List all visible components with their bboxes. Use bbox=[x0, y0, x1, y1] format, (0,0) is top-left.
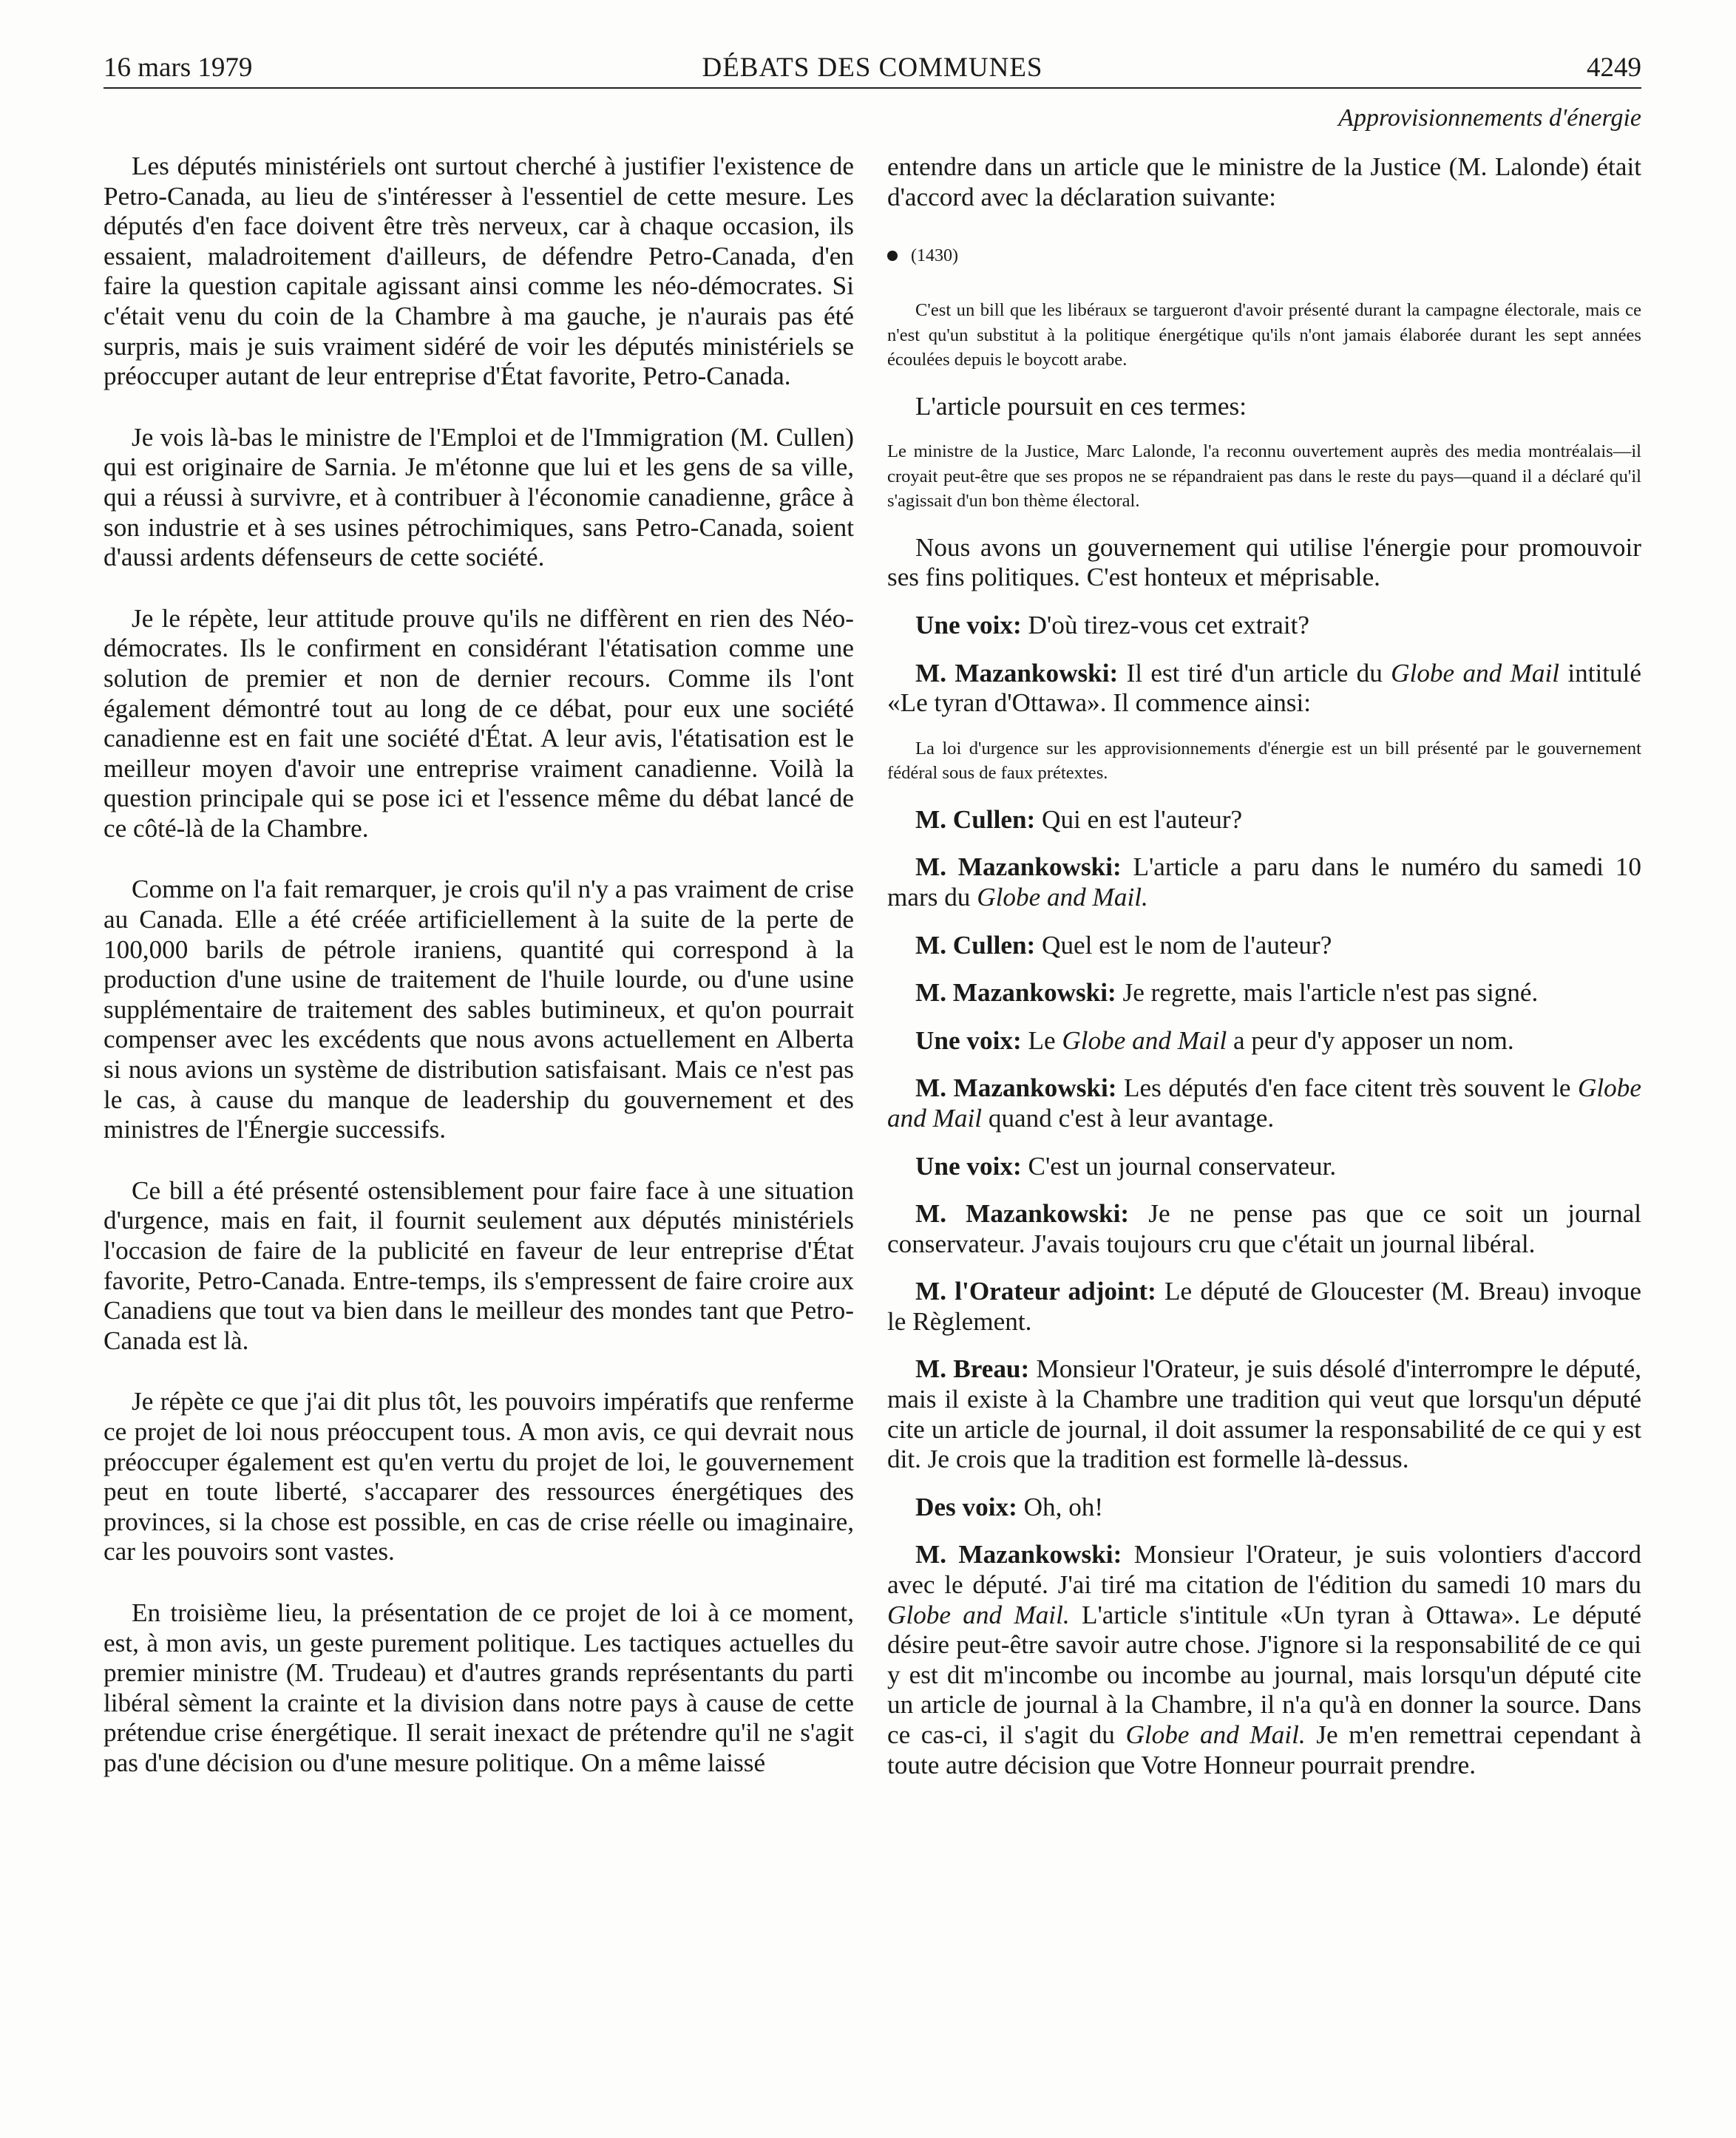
time-marker-text: (1430) bbox=[911, 246, 958, 266]
quotation: C'est un bill que les libéraux se targueront d'avoir présenté durant la campagne électorale, mais ce n'est qu'un substitut à la politique énergétique qu'ils n'ont jamais élaborée durant les sept années écoulées depuis le boycott arabe. bbox=[887, 300, 1641, 370]
left-paragraph: Ce bill a été présenté ostensiblement pour faire face à une situation d'urgence, mais en fait, il fournit seulement aux députés ministériels l'occasion de faire de la publicité en faveur de leur entreprise d'État favorite, Petro-Canada. Entre-temps, ils s'empressent de faire croire aux Canadiens que tout va bien dans le meilleur des mondes tant que Petro-Canada est là. bbox=[104, 1175, 854, 1355]
left-column bbox=[104, 152, 854, 1779]
intervention bbox=[887, 805, 1641, 835]
speaker-name: Une voix: bbox=[915, 1151, 1022, 1181]
publication-title: Globe and Mail bbox=[887, 1073, 1641, 1133]
left-paragraph: Je répète ce que j'ai dit plus tôt, les pouvoirs impératifs que renferme ce projet de loi nous préoccupent tous. A mon avis, ce qui devrait nous préoccuper également est qu'en vertu du projet de loi, le gouvernement peut en toute liberté, s'accaparer des ressources énergétiques des provinces, si la chose est possible, en cas de crise réelle ou imaginaire, car les pouvoirs sont vastes. bbox=[104, 1387, 854, 1567]
speech-text: a peur d'y apposer un nom. bbox=[1227, 1025, 1514, 1055]
header-page-number: 4249 bbox=[1587, 52, 1641, 83]
intervention bbox=[887, 931, 1641, 961]
intervention bbox=[887, 1199, 1641, 1259]
section-title: Approvisionnements d'énergie bbox=[1338, 104, 1641, 132]
bullet-icon bbox=[887, 251, 898, 261]
speaker-name: Des voix: bbox=[915, 1492, 1017, 1521]
left-paragraph: Je vois là-bas le ministre de l'Emploi et de l'Immigration (M. Cullen) qui est originaire de Sarnia. Je m'étonne que lui et les gens de sa ville, qui a réussi à survivre, et à contribuer à l'économie canadienne, grâce à son industrie et à ses usines pétrochimiques, sans Petro-Canada, soient d'aussi ardents défenseurs de cette société. bbox=[104, 422, 854, 572]
speech-text: Je regrette, mais l'article n'est pas signé. bbox=[1116, 978, 1539, 1008]
speech-text: Le député de Gloucester (M. Breau) invoque le Règlement. bbox=[887, 1277, 1641, 1336]
speech-text: Il est tiré d'un article du bbox=[1118, 658, 1391, 688]
speech-text: Le bbox=[1021, 1025, 1062, 1055]
intervention bbox=[887, 1493, 1641, 1523]
speech-text: Monsieur l'Orateur, je suis désolé d'interrompre le député, mais il existe à la Chambre une tradition qui veut que lorsqu'un député cite un article de journal, il doit assumer la responsabilité de ce qui y est dit. Je crois que la tradition est formelle là-dessus. bbox=[887, 1354, 1641, 1474]
speaker-name: M. Cullen: bbox=[915, 930, 1036, 960]
quotation: Le ministre de la Justice, Marc Lalonde, l'a reconnu ouvertement auprès des media montréalais—il croyait peut-être que ses propos ne se répandraient pas dans le reste du pays—quand il a déclaré qu'il s'agissait d'un bon thème électoral. bbox=[887, 441, 1641, 512]
speaker-name: M. Cullen: bbox=[915, 804, 1036, 834]
intervention bbox=[887, 852, 1641, 912]
intervention bbox=[887, 1073, 1641, 1133]
speaker-name: M. Mazankowski: bbox=[915, 978, 1116, 1008]
speech-text: quand c'est à leur avantage. bbox=[982, 1103, 1275, 1133]
header-date: 16 mars 1979 bbox=[104, 52, 253, 83]
speech-text: Je m'en remettrai cependant à toute autre décision que Votre Honneur pourrait prendre. bbox=[887, 1720, 1641, 1779]
speaker-name: M. Mazankowski: bbox=[915, 1540, 1122, 1569]
intervention bbox=[887, 1277, 1641, 1337]
speech-text: L'article s'intitule «Un tyran à Ottawa». Le député désire peut-être savoir autre chose. J'ignore si la responsabilité de ce qui y est dit m'incombe ou incombe au journal, mais lorsqu'un député cite un article de journal à la Chambre, il n'a qu'à en donner la source. Dans ce cas-ci, il s'agit du bbox=[887, 1600, 1641, 1749]
continuation-paragraph: entendre dans un article que le ministre de la Justice (M. Lalonde) était d'accord avec la déclaration suivante: bbox=[887, 152, 1641, 211]
speaker-name: M. l'Orateur adjoint: bbox=[915, 1277, 1156, 1306]
speaker-name: M. Mazankowski: bbox=[915, 658, 1119, 688]
header-title: DÉBATS DES COMMUNES bbox=[702, 52, 1043, 83]
intervention bbox=[887, 1540, 1641, 1780]
left-paragraph: Je le répète, leur attitude prouve qu'ils ne diffèrent en rien des Néo-démocrates. Ils le confirment en considérant l'étatisation comme une solution de premier et non de dernier recours. Comme ils l'ont également démontré tout au long de ce débat, pour eux une société canadienne est en fait une société d'État. A leur avis, l'étatisation est le meilleur moyen d'avoir une entreprise vraiment canadienne. Voilà la question principale qui se pose ici et l'essence même du débat lancé de ce côté-là de la Chambre. bbox=[104, 603, 854, 843]
speaker-name: Une voix: bbox=[915, 610, 1022, 639]
publication-title: Globe and Mail. bbox=[1125, 1720, 1306, 1749]
intervention bbox=[887, 659, 1641, 719]
intervention bbox=[887, 1354, 1641, 1474]
quotation: La loi d'urgence sur les approvisionnements d'énergie est un bill présenté par le gouvernement fédéral sous de faux prétextes. bbox=[887, 738, 1641, 784]
left-paragraph: En troisième lieu, la présentation de ce projet de loi à ce moment, est, à mon avis, un geste purement politique. Les tactiques actuelles du premier ministre (M. Trudeau) et d'autres grands représentants du parti libéral sèment la crainte et la division dans notre pays à cause de cette prétendue crise énergétique. Il serait inexact de prétendre qu'il ne s'agit pas d'une décision ou d'une mesure politique. On a même laissé bbox=[104, 1598, 854, 1777]
speech-text: Les députés d'en face citent très souvent le bbox=[1116, 1073, 1578, 1103]
paragraph: Nous avons un gouvernement qui utilise l'énergie pour promouvoir ses fins politiques. C'est honteux et méprisable. bbox=[887, 532, 1641, 592]
time-marker bbox=[887, 245, 1641, 267]
intervention bbox=[887, 1026, 1641, 1056]
publication-title: Globe and Mail bbox=[1062, 1025, 1227, 1055]
page-header bbox=[104, 49, 1641, 89]
speech-text: L'article a paru dans le numéro du samedi 10 mars du bbox=[887, 852, 1641, 912]
intervention bbox=[887, 611, 1641, 641]
publication-title: Globe and Mail. bbox=[977, 882, 1148, 912]
speech-text: intitulé «Le tyran d'Ottawa». Il commence ainsi: bbox=[887, 658, 1642, 718]
publication-title: Globe and Mail bbox=[1391, 658, 1560, 688]
speaker-name: M. Mazankowski: bbox=[915, 1199, 1130, 1229]
paragraph: L'article poursuit en ces termes: bbox=[915, 391, 1247, 421]
left-paragraph: Comme on l'a fait remarquer, je crois qu'il n'y a pas vraiment de crise au Canada. Elle a été créée artificiellement à la suite de la perte de 100,000 barils de pétrole iraniens, quantité qui correspond à la production d'une usine de traitement de l'huile lourde, ou d'une usine supplémentaire de traitement des sables butimineux, et qu'on pourrait compenser avec les excédents que nous avons actuellement en Alberta si nous avions un système de distribution satisfaisant. Mais ce n'est pas le cas, à cause du manque de leadership du gouvernement et des ministres de l'Énergie successifs. bbox=[104, 875, 854, 1144]
speech-text: D'où tirez-vous cet extrait? bbox=[1021, 610, 1310, 639]
speaker-name: M. Mazankowski: bbox=[915, 1073, 1117, 1103]
speaker-name: Une voix: bbox=[915, 1025, 1022, 1055]
intervention bbox=[887, 1152, 1641, 1182]
intervention bbox=[887, 978, 1641, 1008]
speech-text: Qui en est l'auteur? bbox=[1035, 804, 1243, 834]
publication-title: Globe and Mail. bbox=[887, 1600, 1070, 1629]
speech-text: Je ne pense pas que ce soit un journal conservateur. J'avais toujours cru que c'était un journal libéral. bbox=[887, 1199, 1641, 1258]
left-paragraph: Les députés ministériels ont surtout cherché à justifier l'existence de Petro-Canada, au lieu de s'intéresser à l'essentiel de cette mesure. Les députés d'en face doivent être très nerveux, car à chaque occasion, ils essaient, maladroitement d'ailleurs, de défendre Petro-Canada, d'en faire la question capitale agissant ainsi comme les néo-démocrates. Si c'était venu du coin de la Chambre à ma gauche, je n'aurais pas été surpris, mais je suis vraiment sidéré de voir les députés ministériels se préoccuper autant de leur entreprise d'État favorite, Petro-Canada. bbox=[104, 152, 854, 391]
speech-text: Quel est le nom de l'auteur? bbox=[1035, 930, 1332, 960]
speaker-name: M. Mazankowski: bbox=[915, 852, 1122, 882]
speaker-name: M. Breau: bbox=[915, 1354, 1030, 1384]
right-column bbox=[887, 103, 1641, 1798]
speech-text: C'est un journal conservateur. bbox=[1021, 1151, 1337, 1181]
speech-text: Oh, oh! bbox=[1017, 1492, 1104, 1521]
speech-text: Monsieur l'Orateur, je suis volontiers d'accord avec le député. J'ai tiré ma citation de l'édition du samedi 10 mars du bbox=[887, 1540, 1641, 1600]
